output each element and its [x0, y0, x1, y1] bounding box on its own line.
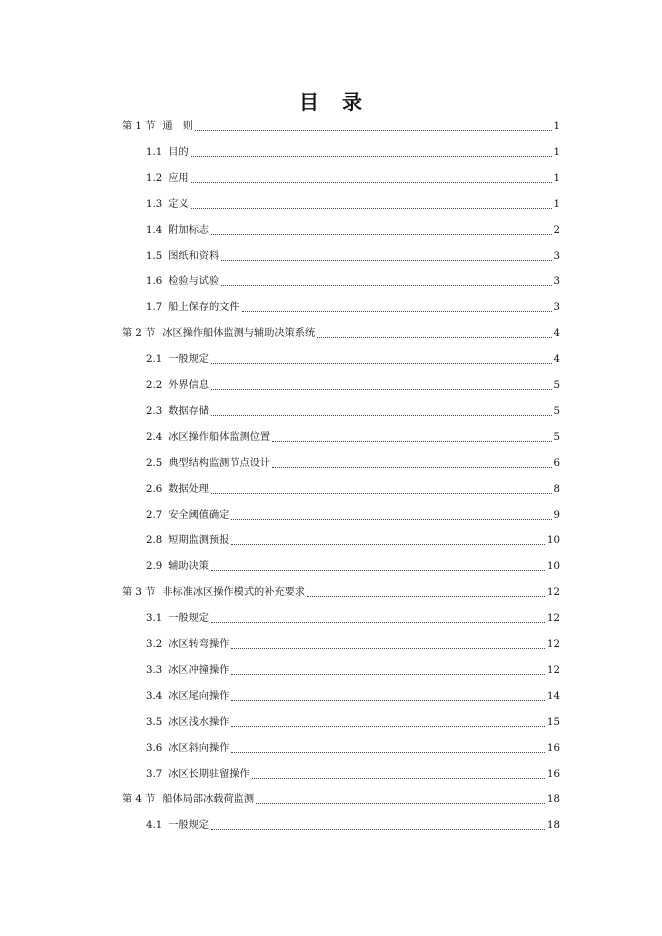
- toc-subsection-entry[interactable]: [146, 222, 560, 238]
- toc-entry-number: 2.7: [146, 509, 163, 521]
- toc-subsection-entry[interactable]: [146, 377, 560, 393]
- toc-entry-number: 2.8: [146, 535, 163, 547]
- toc-entry-number: 第 2 节: [122, 328, 156, 340]
- toc-dot-leader: [272, 467, 551, 468]
- toc-entry-number: 3.3: [146, 664, 163, 676]
- toc-dot-leader: [221, 285, 551, 286]
- toc-entry-page-number: 3: [553, 250, 560, 262]
- toc-subsection-entry[interactable]: [146, 662, 560, 678]
- toc-subsection-entry[interactable]: [146, 248, 560, 264]
- toc-dot-leader: [211, 493, 552, 494]
- toc-entry-title: 船上保存的文件: [168, 302, 240, 314]
- toc-entry-title: 数据存储: [168, 405, 209, 417]
- toc-dot-leader: [211, 234, 552, 235]
- toc-subsection-entry[interactable]: [146, 144, 560, 160]
- toc-dot-leader: [211, 389, 552, 390]
- toc-dot-leader: [195, 130, 552, 131]
- toc-subsection-entry[interactable]: [146, 740, 560, 756]
- toc-entry-title: 冰区转弯操作: [168, 639, 230, 650]
- toc-dot-leader: [191, 156, 552, 157]
- toc-entry-title: 一般规定: [168, 354, 209, 366]
- toc-dot-leader: [211, 829, 545, 830]
- toc-section-entry[interactable]: [122, 584, 560, 600]
- toc-dot-leader: [191, 208, 552, 209]
- toc-entry-number: 2.4: [146, 431, 163, 443]
- toc-dot-leader: [231, 752, 545, 753]
- toc-entry-number: 2.6: [146, 483, 163, 495]
- toc-dot-leader: [231, 674, 545, 675]
- toc-subsection-entry[interactable]: [146, 688, 560, 704]
- toc-subsection-entry[interactable]: [146, 610, 560, 626]
- toc-entry-number: 第 3 节: [122, 587, 156, 599]
- toc-entry-number: 2.9: [146, 561, 163, 573]
- toc-entry-title: 冰区操作船体监测与辅助决策系统: [162, 328, 316, 340]
- toc-entry-page-number: 5: [553, 380, 560, 391]
- toc-subsection-entry[interactable]: [146, 403, 560, 419]
- toc-dot-leader: [211, 570, 545, 571]
- toc-entry-number: 3.4: [146, 690, 163, 702]
- toc-entry-page-number: 3: [553, 302, 560, 314]
- toc-subsection-entry[interactable]: [146, 507, 560, 523]
- toc-entry-title: 目的: [168, 146, 189, 158]
- toc-entry-title: 非标准冰区操作模式的补充要求: [162, 587, 305, 599]
- page-title-left: 目: [299, 90, 320, 114]
- toc-entry-title: 辅助决策: [168, 561, 209, 573]
- toc-entry-page-number: 3: [553, 276, 560, 288]
- toc-entry-title: 冰区冲撞操作: [168, 664, 230, 676]
- toc-entry-page-number: 18: [547, 794, 560, 806]
- toc-entry-title: 短期监测预报: [168, 535, 230, 547]
- toc-entry-page-number: 15: [547, 716, 560, 728]
- toc-entry-page-number: 9: [553, 509, 560, 521]
- toc-entry-title: 典型结构监测节点设计: [168, 457, 271, 469]
- toc-entry-number: 2.2: [146, 380, 163, 391]
- toc-entry-page-number: 1: [553, 198, 560, 210]
- toc-entry-title: 冰区操作船体监测位置: [168, 431, 271, 443]
- toc-entry-page-number: 16: [547, 742, 560, 754]
- toc-subsection-entry[interactable]: [146, 196, 560, 212]
- toc-subsection-entry[interactable]: [146, 817, 560, 833]
- toc-entry-title: 冰区斜向操作: [168, 742, 230, 754]
- toc-entry-number: 2.1: [146, 354, 163, 366]
- toc-entry-number: 1.2: [146, 172, 163, 184]
- toc-entry-title: 冰区长期驻留操作: [168, 768, 250, 780]
- toc-subsection-entry[interactable]: [146, 273, 560, 289]
- toc-dot-leader: [317, 337, 551, 338]
- toc-entry-title: 安全阈值确定: [168, 509, 230, 521]
- toc-entry-title: 船体局部冰载荷监测: [162, 794, 255, 806]
- toc-entry-number: 第 4 节: [122, 794, 156, 806]
- toc-dot-leader: [256, 803, 545, 804]
- toc-entry-number: 1.3: [146, 198, 163, 210]
- toc-dot-leader: [252, 778, 545, 779]
- toc-subsection-entry[interactable]: [146, 532, 560, 548]
- toc-entry-number: 3.1: [146, 613, 163, 625]
- toc-subsection-entry[interactable]: [146, 429, 560, 445]
- toc-subsection-entry[interactable]: [146, 766, 560, 782]
- toc-subsection-entry[interactable]: [146, 481, 560, 497]
- toc-subsection-entry[interactable]: [146, 636, 560, 652]
- toc-dot-leader: [231, 519, 551, 520]
- toc-subsection-entry[interactable]: [146, 558, 560, 574]
- toc-entry-number: 第 1 节: [122, 121, 156, 132]
- toc-entry-page-number: 1: [553, 146, 560, 158]
- toc-entry-title: 一般规定: [168, 820, 209, 832]
- toc-entry-page-number: 12: [547, 639, 560, 650]
- toc-entry-page-number: 6: [553, 457, 560, 469]
- toc-entry-page-number: 12: [547, 664, 560, 676]
- toc-entry-title: 外界信息: [168, 380, 209, 391]
- toc-entry-page-number: 18: [547, 820, 560, 832]
- toc-dot-leader: [191, 182, 552, 183]
- toc-entry-number: 3.5: [146, 716, 163, 728]
- toc-dot-leader: [272, 441, 551, 442]
- page-title-right: 录: [342, 90, 363, 114]
- toc-entry-title: 应用: [168, 172, 189, 184]
- toc-entry-page-number: 12: [547, 613, 560, 625]
- toc-dot-leader: [231, 648, 545, 649]
- toc-entry-page-number: 1: [553, 121, 560, 132]
- toc-entry-page-number: 10: [547, 561, 560, 573]
- toc-entry-number: 4.1: [146, 820, 163, 832]
- toc-dot-leader: [242, 311, 552, 312]
- toc-entry-title: 检验与试验: [168, 276, 220, 288]
- toc-entry-page-number: 12: [547, 587, 560, 599]
- toc-entry-number: 1.5: [146, 250, 163, 262]
- toc-subsection-entry[interactable]: [146, 714, 560, 730]
- toc-entry-title: 冰区浅水操作: [168, 716, 230, 728]
- toc-dot-leader: [307, 596, 545, 597]
- toc-entry-title: 一般规定: [168, 613, 209, 625]
- toc-entry-number: 2.5: [146, 457, 163, 469]
- toc-section-entry[interactable]: [122, 791, 560, 807]
- toc-entry-page-number: 10: [547, 535, 560, 547]
- toc-entry-title: 数据处理: [168, 483, 209, 495]
- toc-entry-page-number: 8: [553, 483, 560, 495]
- toc-entry-number: 3.6: [146, 742, 163, 754]
- toc-subsection-entry[interactable]: [146, 455, 560, 471]
- toc-entry-number: 1.4: [146, 224, 163, 236]
- toc-entry-page-number: 4: [553, 354, 560, 366]
- toc-subsection-entry[interactable]: [146, 299, 560, 315]
- toc-dot-leader: [211, 363, 552, 364]
- toc-dot-leader: [231, 726, 545, 727]
- toc-dot-leader: [211, 622, 545, 623]
- toc-dot-leader: [231, 700, 545, 701]
- toc-entry-title: 图纸和资料: [168, 250, 220, 262]
- toc-section-entry[interactable]: [122, 325, 560, 341]
- toc-entry-page-number: 5: [553, 431, 560, 443]
- toc-entry-page-number: 5: [553, 405, 560, 417]
- toc-entry-page-number: 14: [547, 690, 560, 702]
- toc-entry-number: 2.3: [146, 405, 163, 417]
- toc-entry-number: 3.2: [146, 639, 163, 650]
- toc-entry-title: 通 则: [162, 121, 193, 132]
- toc-dot-leader: [221, 260, 551, 261]
- toc-entry-title: 定义: [168, 198, 189, 210]
- toc-entry-page-number: 4: [553, 328, 560, 340]
- toc-entry-title: 冰区尾向操作: [168, 690, 230, 702]
- toc-entry-page-number: 1: [553, 172, 560, 184]
- toc-entry-title: 附加标志: [168, 224, 209, 236]
- toc-entry-page-number: 2: [553, 224, 560, 236]
- toc-entry-number: 1.1: [146, 146, 163, 158]
- toc-entry-number: 3.7: [146, 768, 163, 780]
- toc-entry-number: 1.6: [146, 276, 163, 288]
- toc-entry-page-number: 16: [547, 768, 560, 780]
- toc-entry-number: 1.7: [146, 302, 163, 314]
- toc-subsection-entry[interactable]: [146, 170, 560, 186]
- toc-section-entry[interactable]: [122, 118, 560, 134]
- toc-dot-leader: [231, 544, 545, 545]
- toc-subsection-entry[interactable]: [146, 351, 560, 367]
- toc-dot-leader: [211, 415, 552, 416]
